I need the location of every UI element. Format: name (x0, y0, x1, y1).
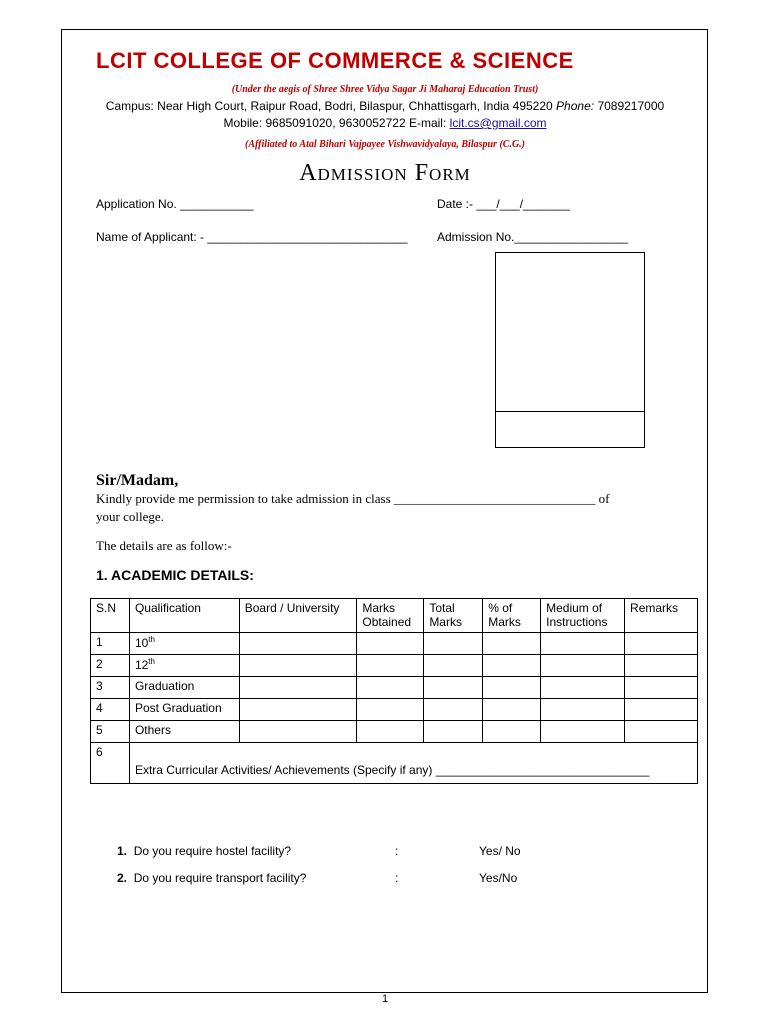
board-cell[interactable] (239, 699, 357, 721)
total-cell[interactable] (424, 699, 483, 721)
request-line-1: Kindly provide me permission to take admission in class _______________________________ of (96, 491, 610, 506)
marks-cell[interactable] (357, 699, 424, 721)
medium-cell[interactable] (541, 721, 625, 743)
percent-cell[interactable] (483, 655, 541, 677)
marks-cell[interactable] (357, 721, 424, 743)
academic-details-table (90, 598, 698, 784)
question-text: Do you require transport facility? (133, 871, 307, 885)
total-cell[interactable] (424, 677, 483, 699)
mobile-text: Mobile: 9685091020, 9630052722 E-mail: (223, 116, 447, 130)
row-qualification: Others (129, 721, 239, 743)
board-cell[interactable] (239, 677, 357, 699)
total-cell[interactable] (424, 633, 483, 655)
row-qualification: Graduation (129, 677, 239, 699)
board-cell[interactable] (239, 633, 357, 655)
percent-cell[interactable] (483, 699, 541, 721)
row-sn: 2 (91, 655, 130, 677)
row-qualification: 12th (129, 655, 239, 677)
row-sn: 4 (91, 699, 130, 721)
row-sn: 1 (91, 633, 130, 655)
remarks-cell[interactable] (625, 655, 698, 677)
campus-address-line (0, 99, 770, 113)
col-remarks: Remarks (625, 599, 698, 633)
medium-cell[interactable] (541, 655, 625, 677)
question-hostel (117, 844, 291, 858)
applicant-name-field[interactable]: Name of Applicant: - ______________________________ (96, 230, 408, 244)
row-qualification: 10th (129, 633, 239, 655)
signature-divider (496, 411, 644, 412)
question-colon: : (395, 844, 399, 858)
phone-number: 7089217000 (597, 99, 665, 113)
campus-address: Campus: Near High Court, Raipur Road, Bodri, Bilaspur, Chhattisgarh, India 495220 (105, 99, 553, 113)
trust-line: (Under the aegis of Shree Shree Vidya Sagar Ji Maharaj Education Trust) (231, 84, 539, 95)
percent-cell[interactable] (483, 721, 541, 743)
date-field[interactable]: Date :- ___/___/_______ (437, 197, 570, 211)
board-cell[interactable] (239, 655, 357, 677)
academic-details-heading: 1. ACADEMIC DETAILS: (96, 567, 254, 583)
col-board: Board / University (239, 599, 357, 633)
question-number: 2. (117, 871, 128, 885)
remarks-cell[interactable] (625, 721, 698, 743)
table-row (91, 699, 698, 721)
row-qualification: Post Graduation (129, 699, 239, 721)
table-row-extra (91, 743, 698, 784)
table-header-row (91, 599, 698, 633)
phone-label: Phone: (556, 99, 595, 113)
salutation: Sir/Madam, (96, 472, 179, 489)
remarks-cell[interactable] (625, 633, 698, 655)
marks-cell[interactable] (357, 677, 424, 699)
col-qualification: Qualification (129, 599, 239, 633)
contact-line (0, 116, 770, 130)
col-sn: S.N (91, 599, 130, 633)
question-text: Do you require hostel facility? (133, 844, 292, 858)
affiliation-line: (Affiliated to Atal Bihari Vajpayee Vishwavidyalaya, Bilaspur (C.G.) (244, 139, 525, 150)
total-cell[interactable] (424, 655, 483, 677)
extra-curricular-text: Extra Curricular Activities/ Achievements (Specify if any) ________________________________ (134, 763, 650, 777)
marks-cell[interactable] (357, 633, 424, 655)
form-title: Admission Form (299, 160, 471, 186)
remarks-cell[interactable] (625, 677, 698, 699)
email-link[interactable]: lcit.cs@gmail.com (449, 116, 547, 130)
col-marks-obtained: Marks Obtained (357, 599, 424, 633)
marks-cell[interactable] (357, 655, 424, 677)
admission-no-field[interactable]: Admission No._________________ (437, 230, 628, 244)
percent-cell[interactable] (483, 633, 541, 655)
question-transport (117, 871, 306, 885)
details-intro: The details are as follow:- (96, 538, 232, 553)
application-no-field[interactable]: Application No. ___________ (96, 197, 254, 211)
medium-cell[interactable] (541, 699, 625, 721)
row-sn: 6 (91, 743, 130, 784)
row-sn: 5 (91, 721, 130, 743)
table-row (91, 655, 698, 677)
col-percent: % of Marks (483, 599, 541, 633)
college-name: LCIT COLLEGE OF COMMERCE & SCIENCE (96, 48, 574, 73)
photo-box (495, 252, 645, 448)
row-sn: 3 (91, 677, 130, 699)
extra-curricular-cell[interactable] (129, 743, 697, 784)
table-row (91, 633, 698, 655)
total-cell[interactable] (424, 721, 483, 743)
table-row (91, 677, 698, 699)
table-row (91, 721, 698, 743)
request-line-2: your college. (96, 509, 164, 524)
question-number: 1. (117, 844, 128, 858)
hostel-answer[interactable]: Yes/ No (479, 844, 521, 858)
medium-cell[interactable] (541, 633, 625, 655)
question-colon: : (395, 871, 399, 885)
remarks-cell[interactable] (625, 699, 698, 721)
page-number: 1 (381, 993, 389, 1005)
board-cell[interactable] (239, 721, 357, 743)
transport-answer[interactable]: Yes/No (479, 871, 518, 885)
medium-cell[interactable] (541, 677, 625, 699)
col-medium: Medium of Instructions (541, 599, 625, 633)
col-total-marks: Total Marks (424, 599, 483, 633)
percent-cell[interactable] (483, 677, 541, 699)
